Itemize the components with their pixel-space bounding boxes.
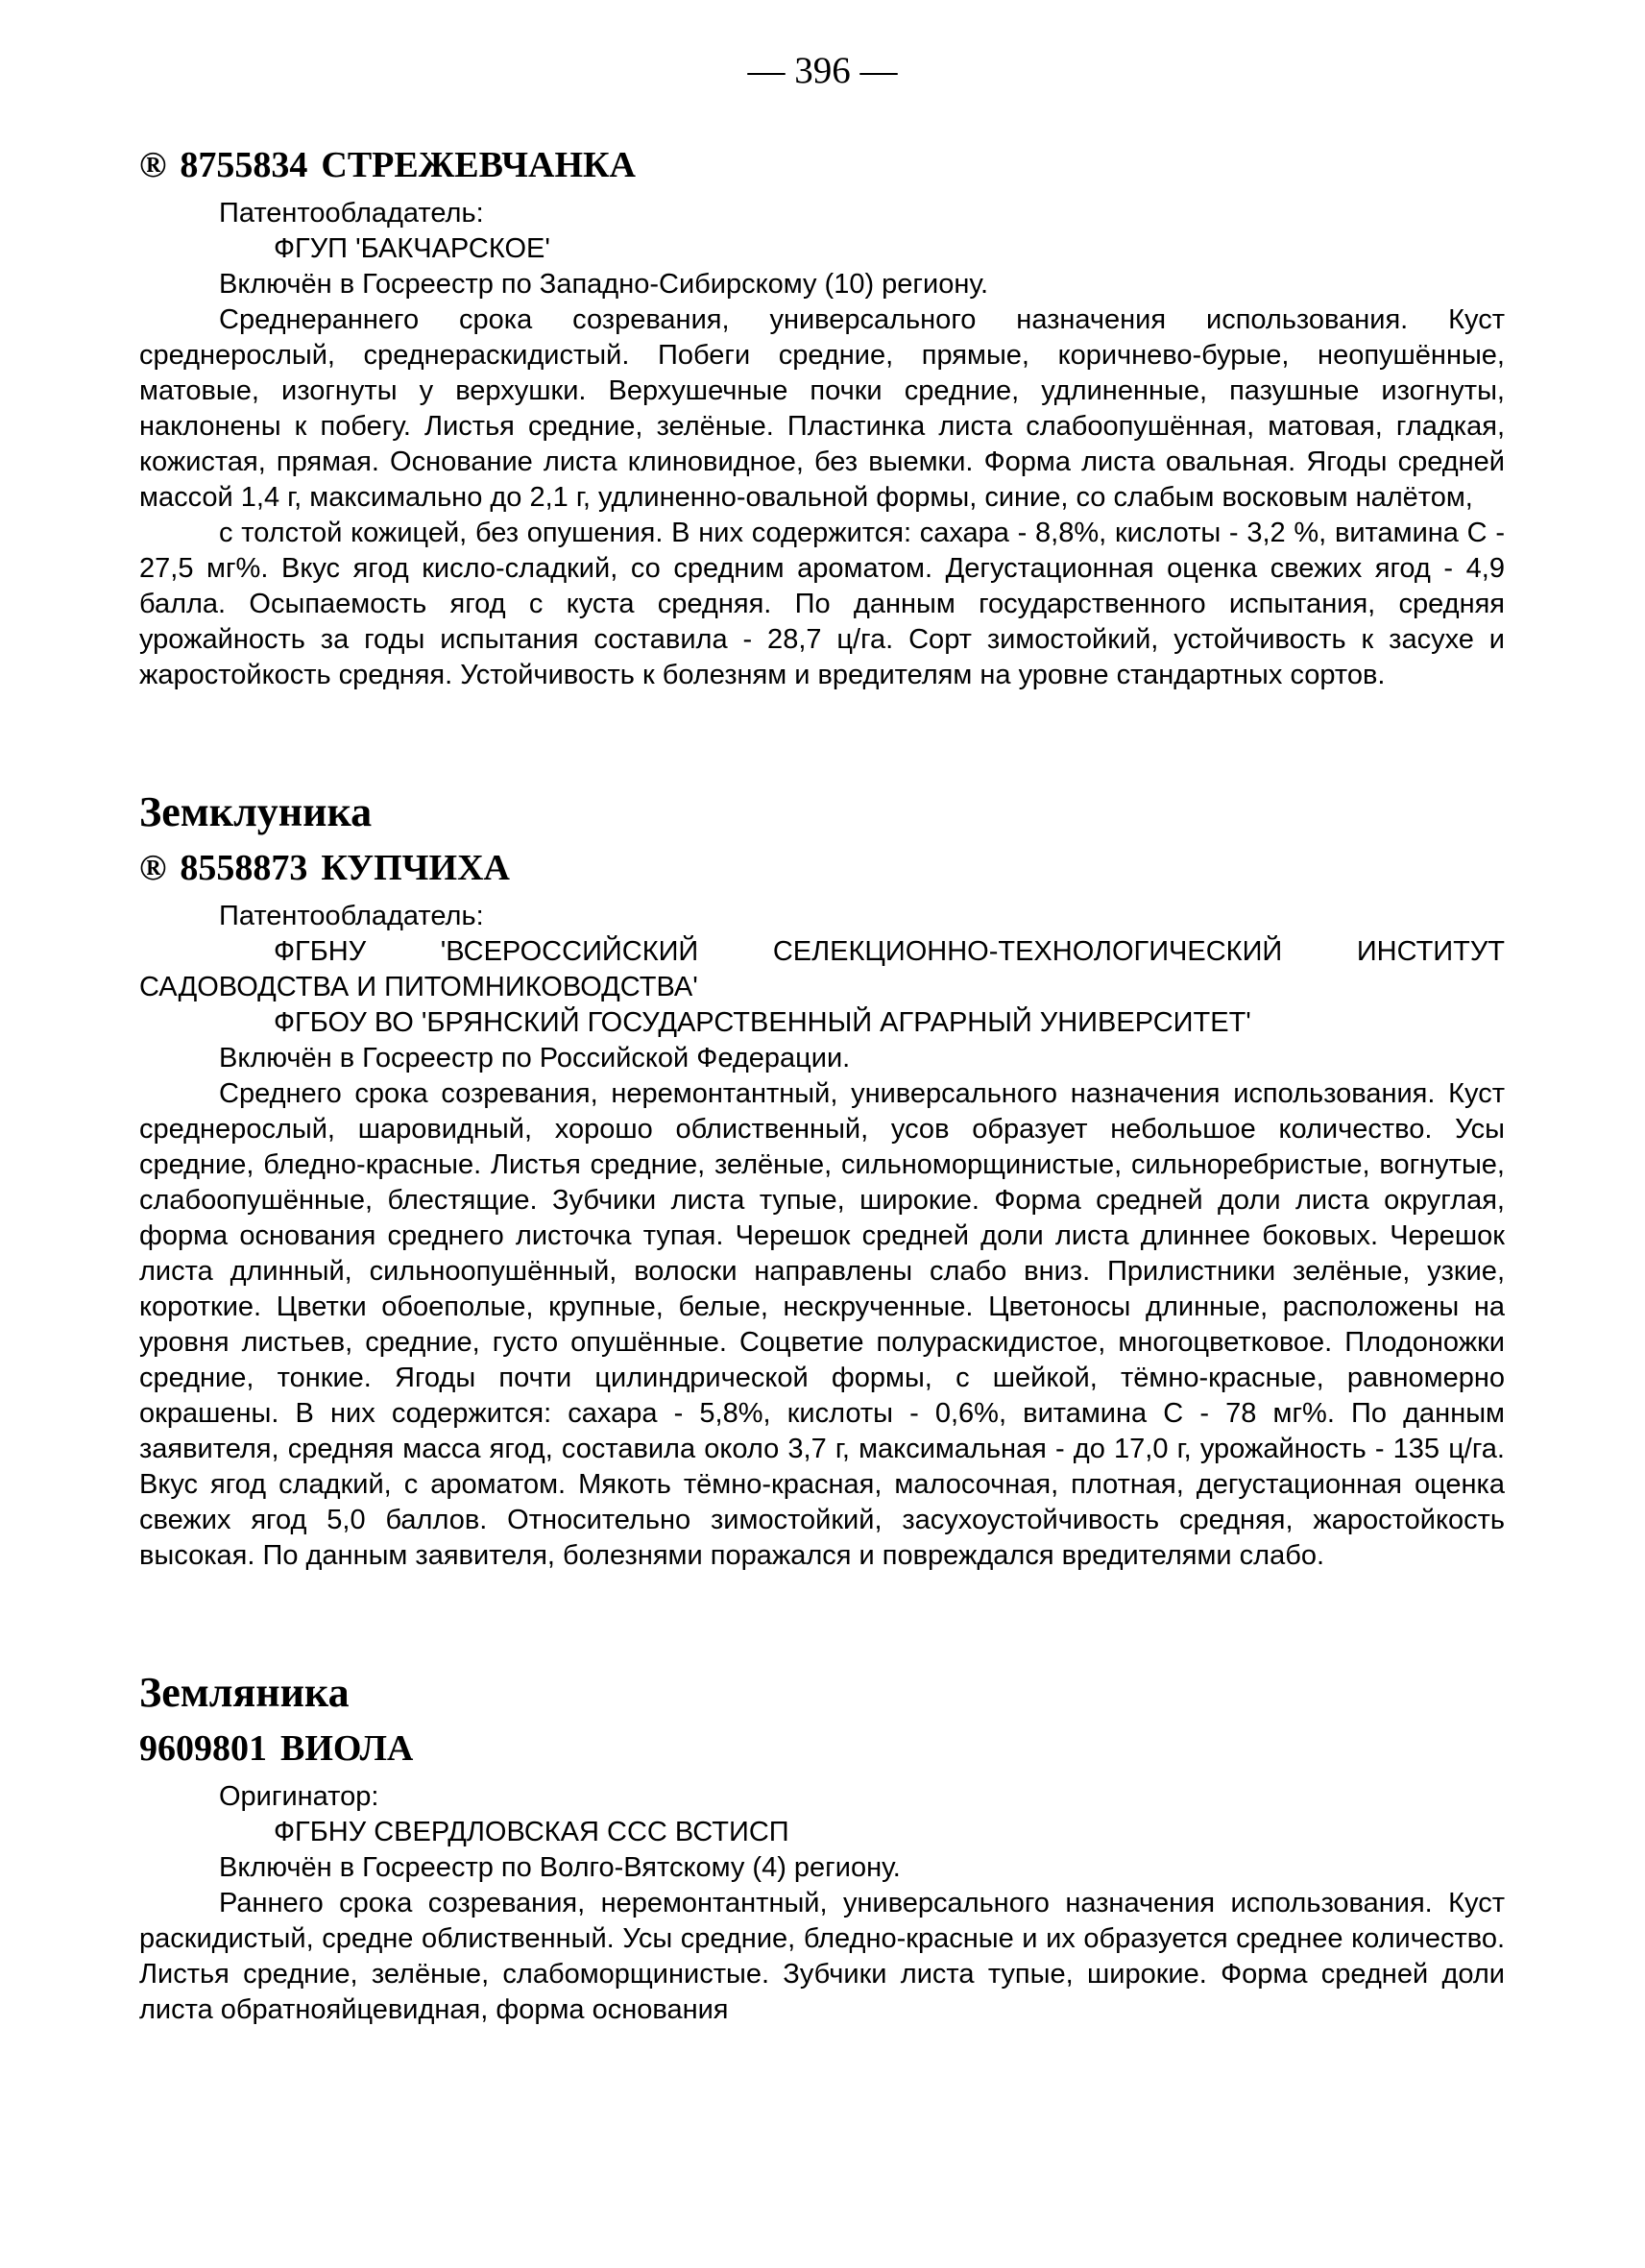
crop-section-zemlyanika	[139, 1668, 1505, 2028]
originator-name: ФГБНУ СВЕРДЛОВСКАЯ ССС ВСТИСП	[274, 1817, 789, 1847]
variety-number: 9609801	[139, 1728, 267, 1769]
crop-section-zemklunika	[139, 787, 1505, 1574]
originator-label: Оригинатор:	[219, 1781, 379, 1812]
variety-description: Среднего срока созревания, неремонтантный, универсального назначения использования. Куст среднерослый, шаровидный, хорошо облиственный, усов образует небольшое количество. Усы средние, бледно-красные. Листья средние, зелёные, сильноморщинистые, сильноребристые, вогнутые, слабоопушённые, блестящие. Зубчики листа тупые, широкие. Форма средней доли листа округлая, форма основания среднего листочка тупая. Черешок средней доли листа длиннее боковых. Черешок листа длинный, сильноопушённый, волоски направлены слабо вниз. Прилистники зелёные, узкие, короткие. Цветки обоеполые, крупные, белые, нескрученные. Цветоносы длинные, расположены на уровня листьев, средние, густо опушённые. Соцветие полураскидистое, многоцветковое. Плодоножки средние, тонкие. Ягоды почти цилиндрической формы, с шейкой, тёмно-красные, равномерно окрашены. В них содержится: сахара - 5,8%, кислоты - 0,6%, витамина С - 78 мг%. По данным заявителя, средняя масса ягод, составила около 3,7 г, максимальная - до 17,0 г, урожайность - 135 ц/га. Вкус ягод сладкий, с ароматом. Мякоть тёмно-красная, малосочная, плотная, дегустационная оценка свежих ягод 5,0 баллов. Относительно зимостойкий, засухоустойчивость средняя, жаростойкость высокая. По данным заявителя, болезнями поражался и повреждался вредителями слабо.	[139, 1078, 1505, 1571]
region-info: Включён в Госреестр по Российской Федерации.	[219, 1043, 851, 1074]
variety-number: 8755834	[180, 145, 308, 185]
region-info: Включён в Госреестр по Западно-Сибирскому (10) региону.	[219, 269, 988, 300]
variety-name: КУПЧИХА	[321, 848, 510, 888]
registered-mark-icon: ®	[139, 145, 167, 185]
page-content	[139, 144, 1505, 2028]
variety-description: Среднераннего срока созревания, универсального назначения использования. Куст среднерослый, среднераскидистый. Побеги средние, прямые, коричнево-бурые, неопушённые, матовые, изогнуты у верхушки. Верхушечные почки средние, удлиненные, пазушные изогнуты, наклонены к побегу. Листья средние, зелёные. Пластинка листа слабоопушённая, матовая, гладкая, кожистая, прямая. Основание листа клиновидное, без выемки. Форма листа овальная. Ягоды средней массой 1,4 г, максимально до 2,1 г, удлиненно-овальной формы, синие, со слабым восковым налётом,	[139, 304, 1505, 513]
holder-label: Патентообладатель:	[219, 901, 484, 931]
crop-title: Земклуника	[139, 788, 373, 835]
variety-heading	[139, 847, 1505, 889]
variety-number: 8558873	[180, 848, 308, 888]
crop-title: Земляника	[139, 1669, 350, 1716]
registered-mark-icon: ®	[139, 848, 167, 888]
variety-name: СТРЕЖЕВЧАНКА	[321, 145, 636, 185]
variety-heading	[139, 144, 1505, 186]
holder-label: Патентообладатель:	[219, 198, 484, 229]
holder-name: ФГУП 'БАКЧАРСКОЕ'	[274, 233, 550, 264]
variety-heading	[139, 1727, 1505, 1770]
holder-name: ФГБНУ 'ВСЕРОССИЙСКИЙ СЕЛЕКЦИОННО-ТЕХНОЛОГИЧЕСКИЙ ИНСТИТУТ САДОВОДСТВА И ПИТОМНИКОВОДСТВА'	[139, 936, 1505, 1002]
variety-description: Раннего срока созревания, неремонтантный, универсального назначения использования. Куст раскидистый, средне облиственный. Усы средние, бледно-красные и их образуется среднее количество. Листья средние, зелёные, слабоморщинистые. Зубчики листа тупые, широкие. Форма средней доли листа обратнояйцевидная, форма основания	[139, 1888, 1505, 2025]
variety-description-continued: с толстой кожицей, без опушения. В них содержится: сахара - 8,8%, кислоты - 3,2 %, витамина С - 27,5 мг%. Вкус ягод кисло-сладкий, со средним ароматом. Дегустационная оценка свежих ягод - 4,9 балла. Осыпаемость ягод с куста средняя. По данным государственного испытания, средняя урожайность за годы испытания составила - 28,7 ц/га. Сорт зимостойкий, устойчивость к засухе и жаростойкость средняя. Устойчивость к болезням и вредителям на уровне стандартных сортов.	[139, 518, 1505, 690]
region-info: Включён в Госреестр по Волго-Вятскому (4) региону.	[219, 1852, 901, 1883]
variety-entry-strezhevchanka	[139, 144, 1505, 693]
variety-name: ВИОЛА	[280, 1728, 414, 1769]
holder-name-2: ФГБОУ ВО 'БРЯНСКИЙ ГОСУДАРСТВЕННЫЙ АГРАРНЫЙ УНИВЕРСИТЕТ'	[274, 1007, 1251, 1038]
page-number: — 396 —	[747, 50, 898, 91]
